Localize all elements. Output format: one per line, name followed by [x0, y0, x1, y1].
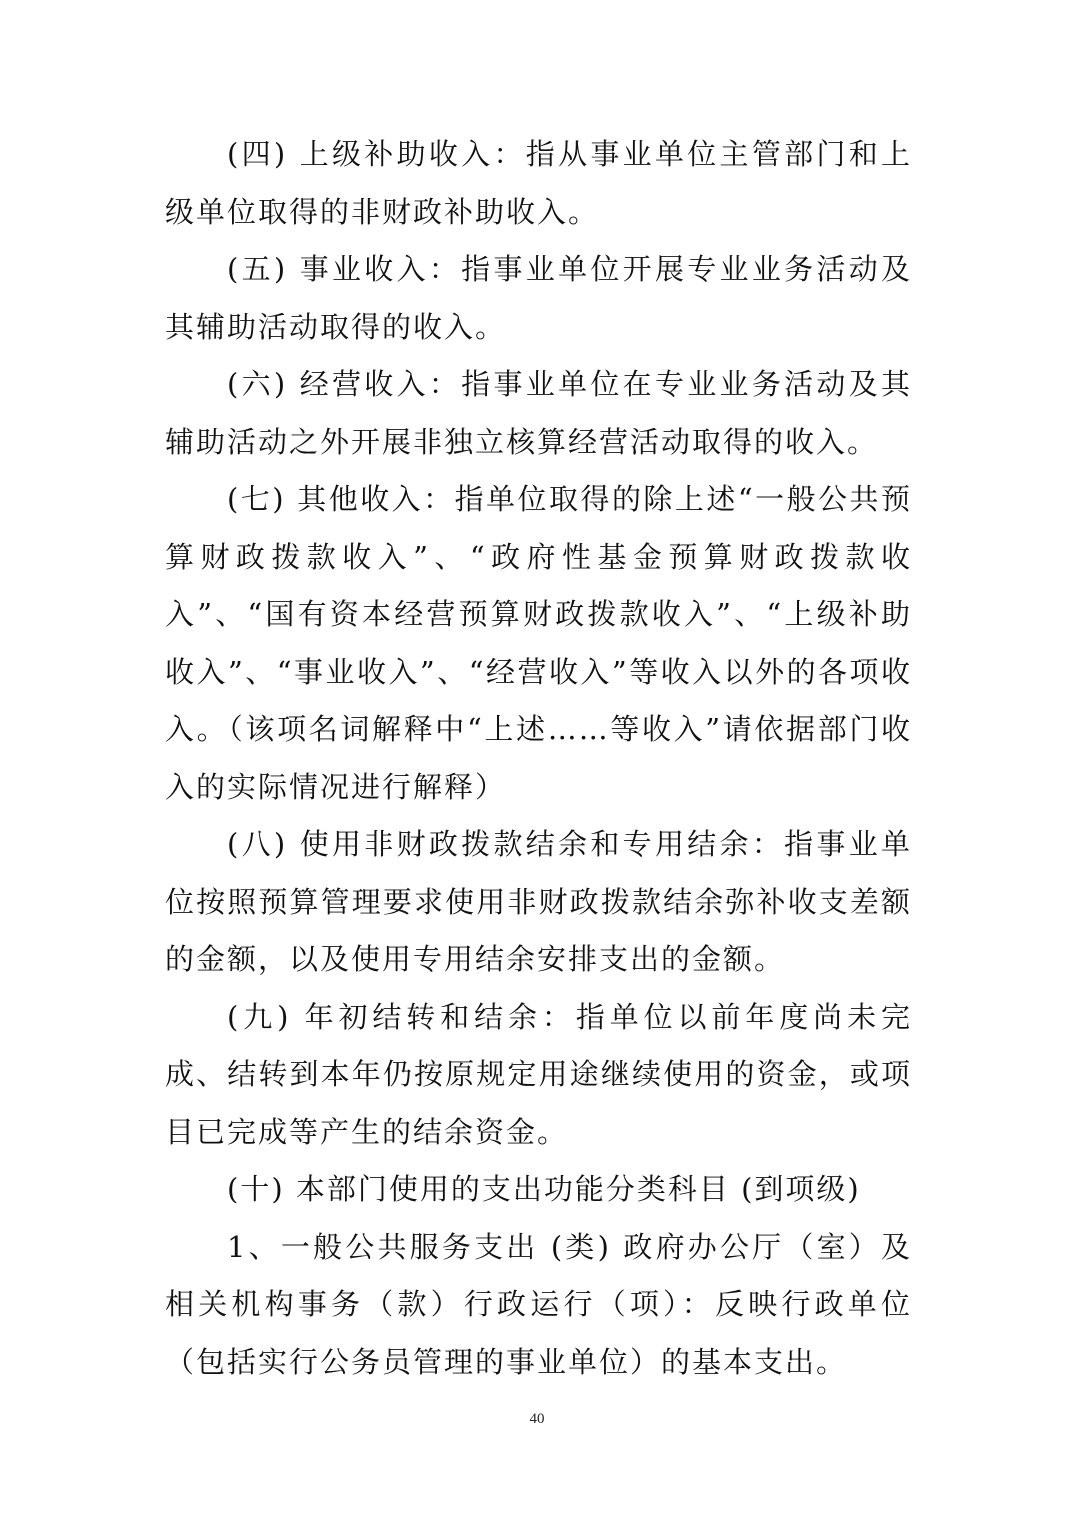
paragraph-use-of-surplus: (八) 使用非财政拨款结余和专用结余：指事业单位按照预算管理要求使用非财政拨款结余弥补收支差额的金额，以及使用专用结余安排支出的金额。 [165, 827, 912, 976]
body-text [165, 126, 912, 1391]
page-number: 40 [529, 1411, 545, 1427]
paragraph-general-public-services: 1、一般公共服务支出 (类) 政府办公厅（室）及相关机构事务（款）行政运行（项）：反映行政单位（包括实行公务员管理的事业单位）的基本支出。 [165, 1229, 912, 1379]
paragraph-business-income: (五) 事业收入：指事业单位开展专业业务活动及其辅助活动取得的收入。 [165, 252, 912, 344]
paragraph-operating-income: (六) 经营收入：指事业单位在专业业务活动及其辅助活动之外开展非独立核算经营活动取得的收入。 [165, 367, 912, 459]
paragraph-carryover-balance: (九) 年初结转和结余：指单位以前年度尚未完成、结转到本年仍按原规定用途继续使用的资金，或项目已完成等产生的结余资金。 [165, 999, 912, 1149]
paragraph-expenditure-classification: (十) 本部门使用的支出功能分类科目 (到项级) [227, 1172, 861, 1206]
paragraph-superior-subsidy-income: (四) 上级补助收入：指从事业单位主管部门和上级单位取得的非财政补助收入。 [165, 137, 912, 229]
paragraph-other-income: (七) 其他收入：指单位取得的除上述“一般公共预算财政拨款收入”、“政府性基金预算财政拨款收入”、“国有资本经营预算财政拨款收入”、“上级补助收入”、“事业收入”、“经营收入”等收入以外的各项收入。（该项名词解释中“上述……等收入”请依据部门收入的实际情况进行解释） [165, 482, 912, 804]
